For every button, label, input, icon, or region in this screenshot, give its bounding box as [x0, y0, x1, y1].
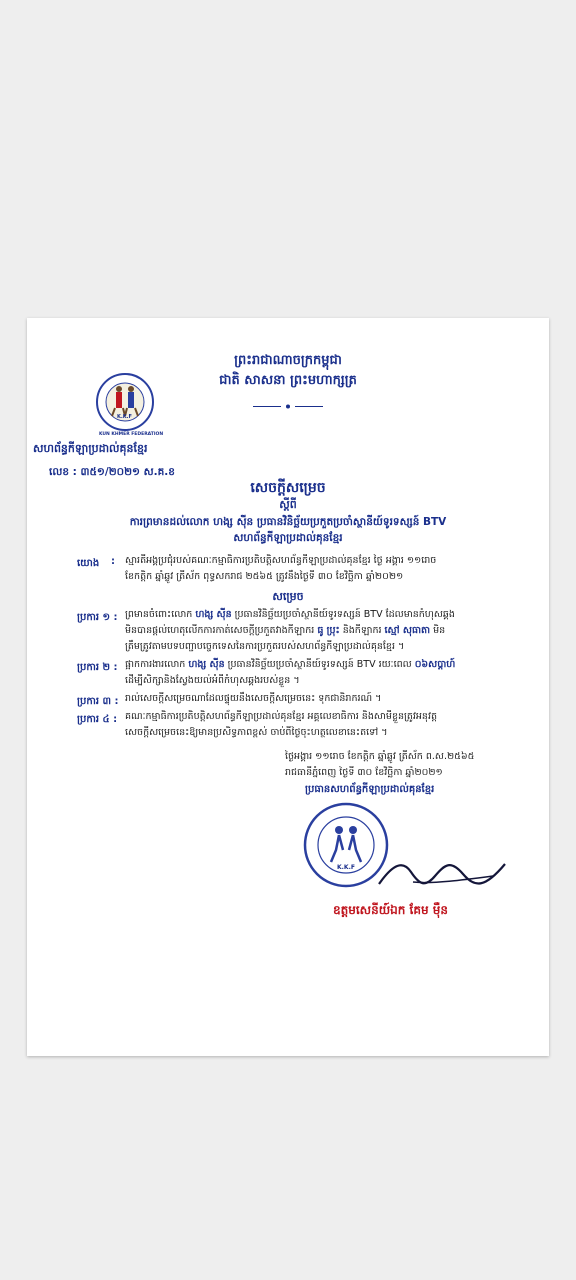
reference-label: យោង — [77, 558, 100, 569]
kingdom-header: ព្រះរាជាណាចក្រកម្ពុជា — [234, 353, 342, 368]
national-motto: ជាតិ សាសនា ព្រះមហាក្សត្រ — [219, 373, 357, 388]
article-4-label: ប្រការ ៤ : — [77, 714, 118, 725]
document-title: សេចក្ដីសម្រេច — [250, 480, 326, 496]
reference-line-1: ស្មារតីអង្គប្រជុំរបស់គណៈកម្មាធិការប្រតិបត្តិសហព័ន្ធកីឡាប្រដាល់គុនខ្មែរ ថ្ងៃ អង្គារ ១១រោច — [125, 555, 437, 566]
logo-ring-text: KUN KHMER FEDERATION — [99, 432, 164, 437]
article-3-label: ប្រការ ៣ : — [77, 696, 119, 707]
article-2-label: ប្រការ ២ : — [77, 662, 118, 673]
article-1-label: ប្រការ ១ : — [77, 612, 118, 623]
decision-heading: សម្រេច — [272, 590, 304, 603]
article-3-line-1: រាល់សេចក្ដីសម្រេចណាដែលផ្ទុយនឹងសេចក្ដីសម្រេចនេះ ទុកជានិរាករណ៍ ។ — [125, 693, 382, 704]
subject-label: ស្ដីពី — [279, 498, 297, 511]
article-1-line-3: ត្រឹមត្រូវតាមបទបញ្ជាបច្ចេកទេសនៃការប្រកួតរបស់សហព័ន្ធកីឡាប្រដាល់គុនខ្មែរ ។ — [125, 641, 405, 652]
solar-date: រាជធានីភ្នំពេញ ថ្ងៃទី ៣០ ខែវិច្ឆិកា ឆ្នាំ២០២១ — [285, 767, 443, 778]
federation-logo — [95, 372, 164, 437]
article-1-line-2: មិនបានផ្ដល់ហេតុលើកការកាត់សេចក្ដីប្រកួតវាងកីឡាករ ធូ ប្រុះ និងកីឡាករ ស្មៅ សុធាតា មិន — [125, 625, 446, 636]
article-1-line-1: ព្រមានចំពោះលោក ហង្ស ស៊ីន ប្រធានវិនិច្ឆ័យប្រចាំស្ថានីយ៍ទូរទស្សន៍ BTV ដែលមានកំហុសឆ្គង — [125, 609, 455, 620]
article-4-line-2: សេចក្ដីសម្រេចនេះឱ្យមានប្រសិទ្ធភាពខ្ពស់ ចាប់ពីថ្ងៃចុះហត្ថលេខានេះតទៅ ។ — [125, 727, 388, 738]
organization-name: សហព័ន្ធកីឡាប្រដាល់គុនខ្មែរ — [33, 442, 148, 455]
article-2-line-2: ដើម្បីសិក្សានិងស្វែងយល់អំពីកំហុសឆ្គងរបស់ខ្លួន ។ — [125, 675, 300, 686]
seal-abbr: K.K.F — [337, 864, 355, 871]
document-page — [27, 318, 549, 1056]
lunar-date: ថ្ងៃអង្គារ ១១រោច ខែកត្តិក ឆ្នាំឆ្លូវ ត្រីស័ក ព.ស.២៥៦៥ — [285, 751, 475, 762]
article-2-line-1: ផ្អាកការងារលោក ហង្ស ស៊ីន ប្រធានវិនិច្ឆ័យប្រចាំស្ថានីយ៍ទូរទស្សន៍ BTV រយៈពេល ០៦សប្ដាហ៍ — [125, 659, 456, 670]
handwritten-signature — [373, 854, 513, 894]
signatory-name: ឧត្ដមសេនីយ៍ឯក គែម ម៉ឺន — [333, 903, 448, 917]
reference-colon: : — [111, 556, 115, 567]
subject-line-1: ការព្រមានដល់លោក ហង្ស ស៊ីន ប្រធានវិនិច្ឆ័យប្រកួតប្រចាំស្ថានីយ៍ទូរទស្សន៍ BTV — [129, 516, 447, 528]
reference-number: លេខ : ៣៥១/២០២១ ស.គ.ខ — [49, 466, 175, 478]
subject-line-2: សហព័ន្ធកីឡាប្រដាល់គុនខ្មែរ — [233, 532, 343, 544]
signatory-title: ប្រធានសហព័ន្ធកីឡាប្រដាល់គុនខ្មែរ — [305, 784, 435, 795]
reference-line-2: ខែកត្តិក ឆ្នាំឆ្លូវ ត្រីស័ក ពុទ្ធសករាជ ២៥៦៥ ត្រូវនឹងថ្ងៃទី ៣០ ខែវិច្ឆិកា ឆ្នាំ២០២១ — [125, 571, 404, 582]
article-4-line-1: គណៈកម្មាធិការប្រតិបត្តិសហព័ន្ធកីឡាប្រដាល់គុនខ្មែរ អគ្គលេខាធិការ និងសាមីខ្លួនត្រូវអនុវត្ត — [125, 711, 437, 722]
motto-ornament — [253, 394, 323, 399]
logo-abbr: K.K.F — [117, 414, 132, 420]
